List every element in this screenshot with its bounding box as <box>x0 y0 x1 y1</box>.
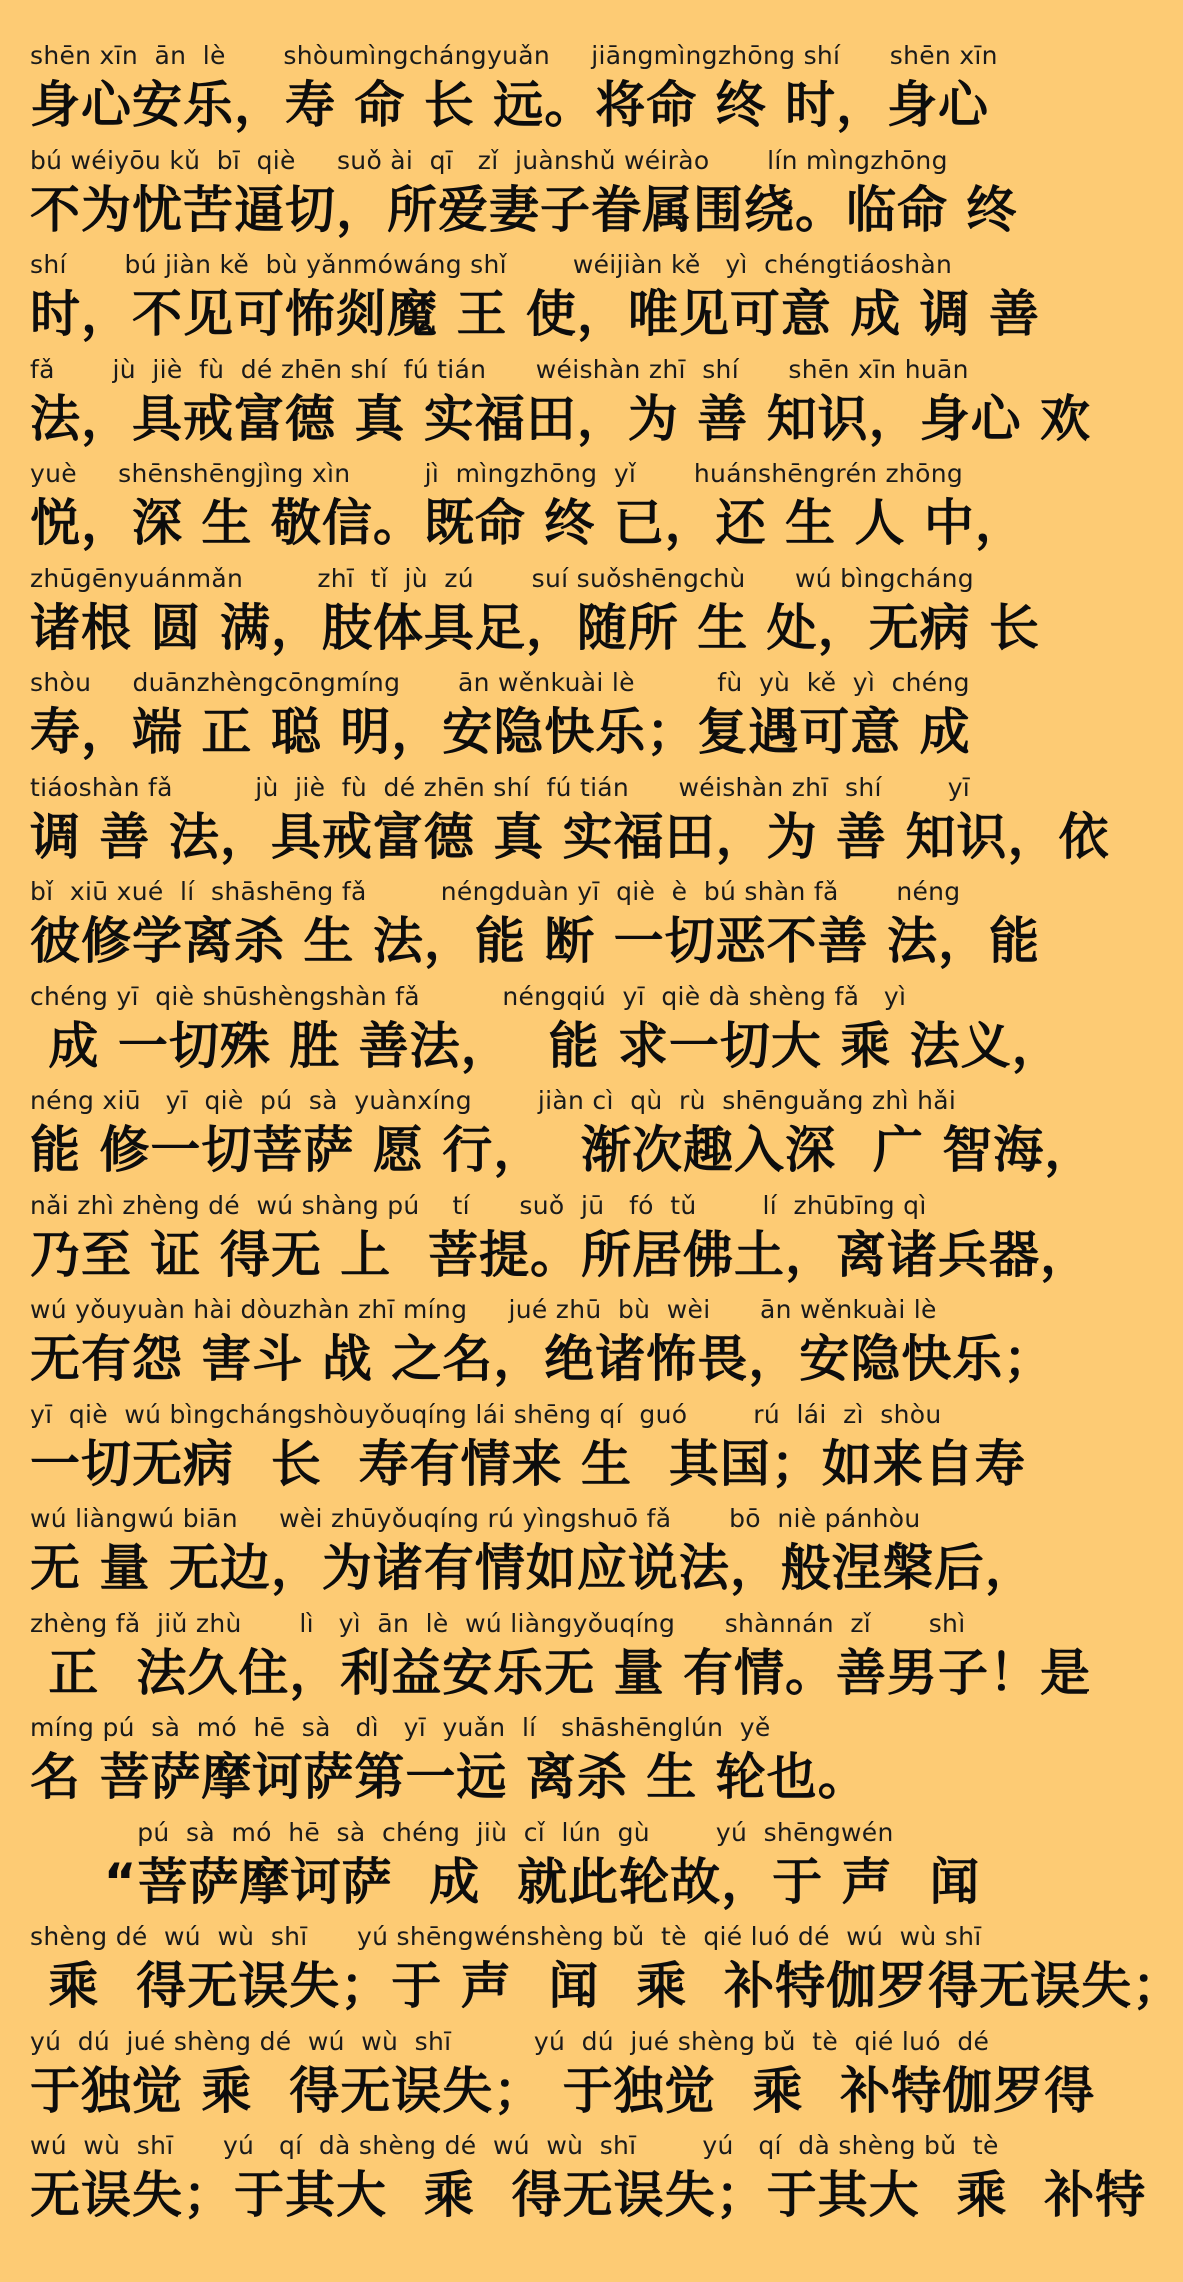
text-line <box>0 247 1080 352</box>
hanzi-row: 悦，深 生 敬信。既命 终 已，还 生 人 中， <box>30 494 1026 552</box>
pinyin-row: fǎ jù jiè fù dé zhēn shí fú tián wéishàn zhī shí shēn xīn huān <box>30 354 969 384</box>
pinyin-row: chéng yī qiè shūshèngshàn fǎ néngqiú yī qiè dà shèng fǎ yì <box>30 981 907 1011</box>
pinyin-row: tiáoshàn fǎ jù jiè fù dé zhēn shí fú tián wéishàn zhī shí yī <box>30 772 971 802</box>
hanzi-row: 不为忧苦逼切，所爱妻子眷属围绕。临命 终 <box>30 180 1018 239</box>
pinyin-row: zhūgēnyuánmǎn zhī tǐ jù zú suí suǒshēngchù wú bìngcháng <box>30 563 974 593</box>
text-line <box>0 1188 1092 1293</box>
text-line <box>0 2024 1096 2129</box>
text-line <box>0 561 1080 666</box>
pinyin-row: shí bú jiàn kě bù yǎnmówáng shǐ wéijiàn kě yì chéngtiáoshàn <box>30 250 953 279</box>
text-line <box>0 1083 1096 1188</box>
pinyin-row: néng xiū yī qiè pú sà yuànxíng jiàn cì qù rù shēnguǎng zhì hǎi <box>30 1086 957 1115</box>
pinyin-row: shòu duānzhèngcōngmíng ān wěnkuài lè fù yù kě yì chéng <box>30 668 970 697</box>
text-line <box>0 1815 1080 1920</box>
text-line <box>0 1606 1092 1711</box>
text-line <box>0 1397 1080 1502</box>
text-line <box>0 352 1092 457</box>
hanzi-row: 彼修学离杀 生 法，能 断 一切恶不善 法，能 <box>30 912 1041 970</box>
text-line <box>0 770 1110 875</box>
hanzi-row: 乃至 证 得无 上 菩提。所居佛土，离诸兵器， <box>30 1225 1092 1284</box>
hanzi-row: 能 修一切菩萨 愿 行， 渐次趣入深 广 智海， <box>30 1121 1096 1179</box>
pinyin-row: yī qiè wú bìngchángshòuyǒuqíng lái shēng qí guó rú lái zì shòu <box>30 1399 942 1429</box>
hanzi-row: 法，具戒富德 真 实福田，为 善 知识，身心 欢 <box>30 389 1092 448</box>
pinyin-row: nǎi zhì zhèng dé wú shàng pú tí suǒ jū fó tǔ lí zhūbīng qì <box>30 1190 927 1220</box>
hanzi-row: 正 法久住，利益安乐无 量 有情。善男子！是 <box>30 1643 1092 1702</box>
text-line <box>0 143 1080 248</box>
pinyin-row: wú yǒuyuàn hài dòuzhàn zhī míng jué zhū bù wèi ān wěnkuài lè <box>30 1295 937 1324</box>
text-line <box>0 1710 1080 1815</box>
text-line <box>0 1919 1183 2024</box>
hanzi-row: 时，不见可怖剡魔 王 使，唯见可意 成 调 善 <box>30 285 1041 343</box>
hanzi-row: 无误失；于其大 乘 得无误失；于其大 乘 补特 <box>30 2166 1147 2224</box>
hanzi-row: 名 菩萨摩诃萨第一远 离杀 生 轮也。 <box>30 1748 869 1806</box>
hanzi-row: 成 一切殊 胜 善法， 能 求一切大 乘 法义， <box>30 1016 1063 1075</box>
pinyin-row: yú dú jué shèng dé wú wù shī yú dú jué shèng bǔ tè qié luó dé <box>30 2026 990 2056</box>
pinyin-row: bú wéiyōu kǔ bī qiè suǒ ài qī zǐ juànshǔ wéirào lín mìngzhōng <box>30 145 948 175</box>
pinyin-row: wú liàngwú biān wèi zhūyǒuqíng rú yìngshuō fǎ bō niè pánhòu <box>30 1504 921 1533</box>
text-line <box>0 1292 1080 1397</box>
pinyin-row: pú sà mó hē sà chéng jiù cǐ lún gù yú shēngwén <box>30 1817 894 1847</box>
pinyin-row: bǐ xiū xué lí shāshēng fǎ néngduàn yī qiè è bú shàn fǎ néng <box>30 877 961 906</box>
hanzi-row: 诸根 圆 满，肢体具足，随所 生 处，无病 长 <box>30 598 1041 657</box>
text-line <box>0 456 1080 561</box>
hanzi-row: 寿，端 正 聪 明，安隐快乐；复遇可意 成 <box>30 703 971 761</box>
text-line <box>0 38 1080 143</box>
text-line <box>0 1501 1080 1606</box>
hanzi-row: 调 善 法，具戒富德 真 实福田，为 善 知识，依 <box>30 807 1110 866</box>
text-line <box>0 2128 1147 2233</box>
pinyin-row: wú wù shī yú qí dà shèng dé wú wù shī yú qí dà shèng bǔ tè <box>30 2131 999 2160</box>
hanzi-row: 无有怨 害斗 战 之名，绝诸怖畏，安隐快乐； <box>30 1330 1055 1388</box>
hanzi-row: 乘 得无误失；于 声 闻 乘 补特伽罗得无误失； <box>30 1957 1183 2015</box>
hanzi-row: 一切无病 长 寿有情来 生 其国；如来自寿 <box>30 1434 1026 1493</box>
hanzi-row: 无 量 无边，为诸有情如应说法，般涅槃后， <box>30 1539 1036 1597</box>
hanzi-row: 身心安乐，寿 命 长 远。将命 终 时，身心 <box>30 76 990 134</box>
pinyin-row: shēn xīn ān lè shòumìngchángyuǎn jiāngmìngzhōng shí shēn xīn <box>30 41 998 70</box>
hanzi-row: 于独觉 乘 得无误失； 于独觉 乘 补特伽罗得 <box>30 2061 1096 2120</box>
pinyin-row: shèng dé wú wù shī yú shēngwénshèng bǔ tè qié luó dé wú wù shī <box>30 1922 982 1951</box>
text-line <box>0 874 1080 979</box>
text-line <box>0 979 1080 1084</box>
pinyin-row: míng pú sà mó hē sà dì yī yuǎn lí shāshēnglún yě <box>30 1713 771 1742</box>
pinyin-row: yuè shēnshēngjìng xìn jì mìngzhōng yǐ huánshēngrén zhōng <box>30 459 964 488</box>
text-line <box>0 665 1080 770</box>
hanzi-row: “菩萨摩诃萨 成 就此轮故，于 声 闻 <box>30 1852 981 1911</box>
pinyin-row: zhèng fǎ jiǔ zhù lì yì ān lè wú liàngyǒuqíng shànnán zǐ shì <box>30 1608 966 1638</box>
